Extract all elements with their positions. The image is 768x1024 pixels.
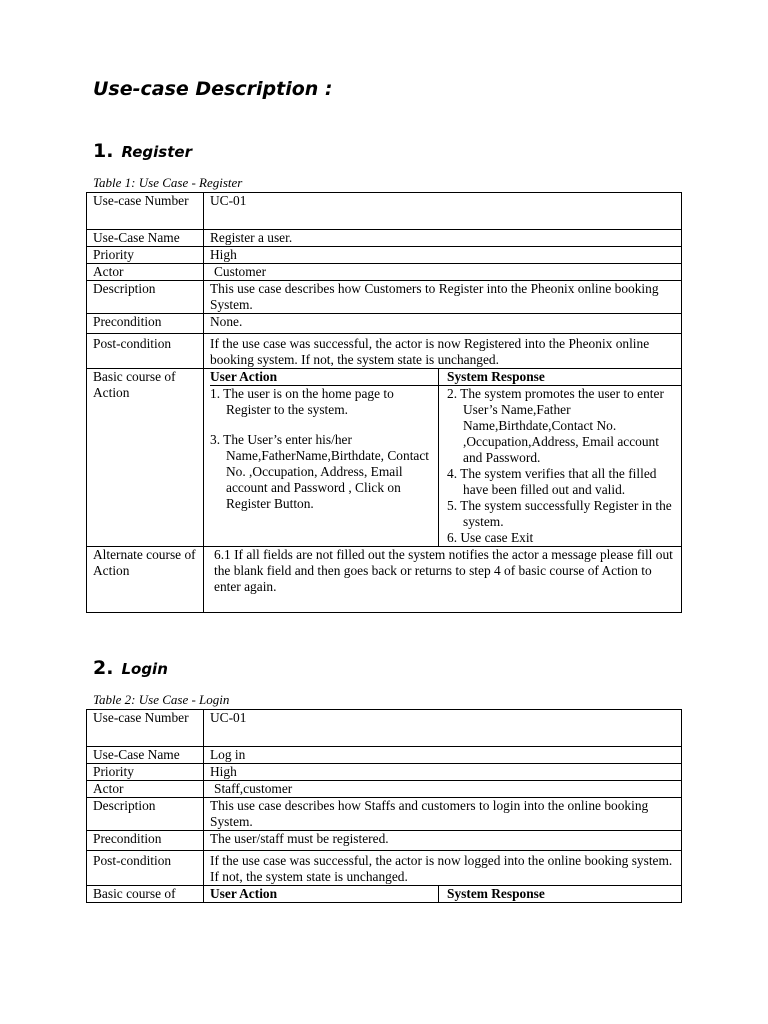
table-row	[87, 334, 682, 369]
table-caption-register: Table 1: Use Case - Register	[93, 175, 243, 190]
user-action-column	[210, 386, 439, 547]
list-item: 5. The system successfully Register in the system.	[447, 498, 672, 529]
basic-course-cell	[204, 886, 682, 903]
table-row	[87, 193, 682, 230]
table-row	[87, 851, 682, 886]
row-label: Post-condition	[87, 334, 204, 369]
table-row	[87, 764, 682, 781]
row-label: Use-case Number	[87, 710, 204, 747]
table-row	[87, 369, 682, 547]
basic-course-cell	[204, 369, 682, 547]
table-row	[87, 247, 682, 264]
use-case-table-register	[86, 192, 682, 613]
row-value: None.	[204, 314, 682, 334]
table-row	[87, 281, 682, 314]
basic-course-table	[210, 369, 681, 546]
row-value: UC-01	[204, 710, 682, 747]
row-label: Actor	[87, 264, 204, 281]
user-action-header: User Action	[210, 369, 439, 386]
row-value: Register a user.	[204, 230, 682, 247]
table-row	[87, 314, 682, 334]
row-label: Basic course of	[87, 886, 204, 903]
row-value: This use case describes how Staffs and customers to login into the online booking System.	[204, 798, 682, 831]
row-label: Description	[87, 798, 204, 831]
row-label: Precondition	[87, 314, 204, 334]
row-label: Priority	[87, 764, 204, 781]
section-title: Login	[121, 660, 168, 678]
system-response-header: System Response	[439, 369, 682, 386]
table-row	[87, 831, 682, 851]
basic-course-header	[210, 886, 681, 902]
row-label: Use-case Number	[87, 193, 204, 230]
basic-course-body	[210, 386, 681, 547]
table-row	[87, 798, 682, 831]
table-row	[87, 230, 682, 247]
row-label: Basic course of Action	[87, 369, 204, 547]
row-value: Customer	[204, 264, 682, 281]
list-item: 4. The system verifies that all the filled have been filled out and valid.	[447, 466, 657, 497]
row-label: Actor	[87, 781, 204, 798]
table-row	[87, 264, 682, 281]
system-response-column	[439, 386, 682, 547]
row-label: Priority	[87, 247, 204, 264]
section-number: 1.	[93, 140, 114, 162]
basic-course-table	[210, 886, 681, 902]
user-action-header: User Action	[210, 886, 278, 901]
row-label: Precondition	[87, 831, 204, 851]
list-spacer	[210, 418, 432, 432]
table-row	[87, 747, 682, 764]
row-value: Log in	[204, 747, 682, 764]
row-label: Alternate course of Action	[87, 547, 204, 613]
list-item: 2. The system promotes the user to enter User’s Name,Father Name,Birthdate,Contact No. ,Occupation,Address, Email account and Password.	[447, 386, 664, 465]
basic-course-header	[210, 369, 681, 386]
table-row	[87, 781, 682, 798]
table-row	[87, 547, 682, 613]
row-value: Staff,customer	[204, 781, 682, 798]
section-number: 2.	[93, 657, 114, 679]
table-caption-login: Table 2: Use Case - Login	[93, 692, 230, 707]
list-item: 3. The User’s enter his/her Name,FatherName,Birthdate, Contact No. ,Occupation, Address, Email account and Password , Click on Register Button.	[210, 432, 430, 511]
row-value: If the use case was successful, the actor is now Registered into the Pheonix online booking system. If not, the system state is unchanged.	[204, 334, 682, 369]
row-value: If the use case was successful, the actor is now logged into the online booking system. If not, the system state is unchanged.	[204, 851, 682, 886]
row-label: Use-Case Name	[87, 747, 204, 764]
section-heading-login	[93, 657, 168, 679]
page-title: Use-case Description :	[93, 78, 333, 100]
table-row	[87, 886, 682, 903]
list-item: 6. Use case Exit	[447, 530, 534, 545]
row-label: Post-condition	[87, 851, 204, 886]
use-case-table-login	[86, 709, 682, 903]
row-value: 6.1 If all fields are not filled out the system notifies the actor a message please fill out the blank field and then goes back or returns to step 4 of basic course of Action to enter again.	[204, 547, 682, 613]
row-value: High	[204, 247, 682, 264]
section-title: Register	[121, 143, 192, 161]
row-value: This use case describes how Customers to Register into the Pheonix online booking System.	[204, 281, 682, 314]
row-value: High	[204, 764, 682, 781]
row-label: Description	[87, 281, 204, 314]
section-heading-register	[93, 140, 192, 162]
system-response-header: System Response	[439, 886, 682, 902]
row-value: UC-01	[204, 193, 682, 230]
list-item: 1. The user is on the home page to Register to the system.	[210, 386, 394, 417]
table-row	[87, 710, 682, 747]
row-value: The user/staff must be registered.	[204, 831, 682, 851]
row-label: Use-Case Name	[87, 230, 204, 247]
